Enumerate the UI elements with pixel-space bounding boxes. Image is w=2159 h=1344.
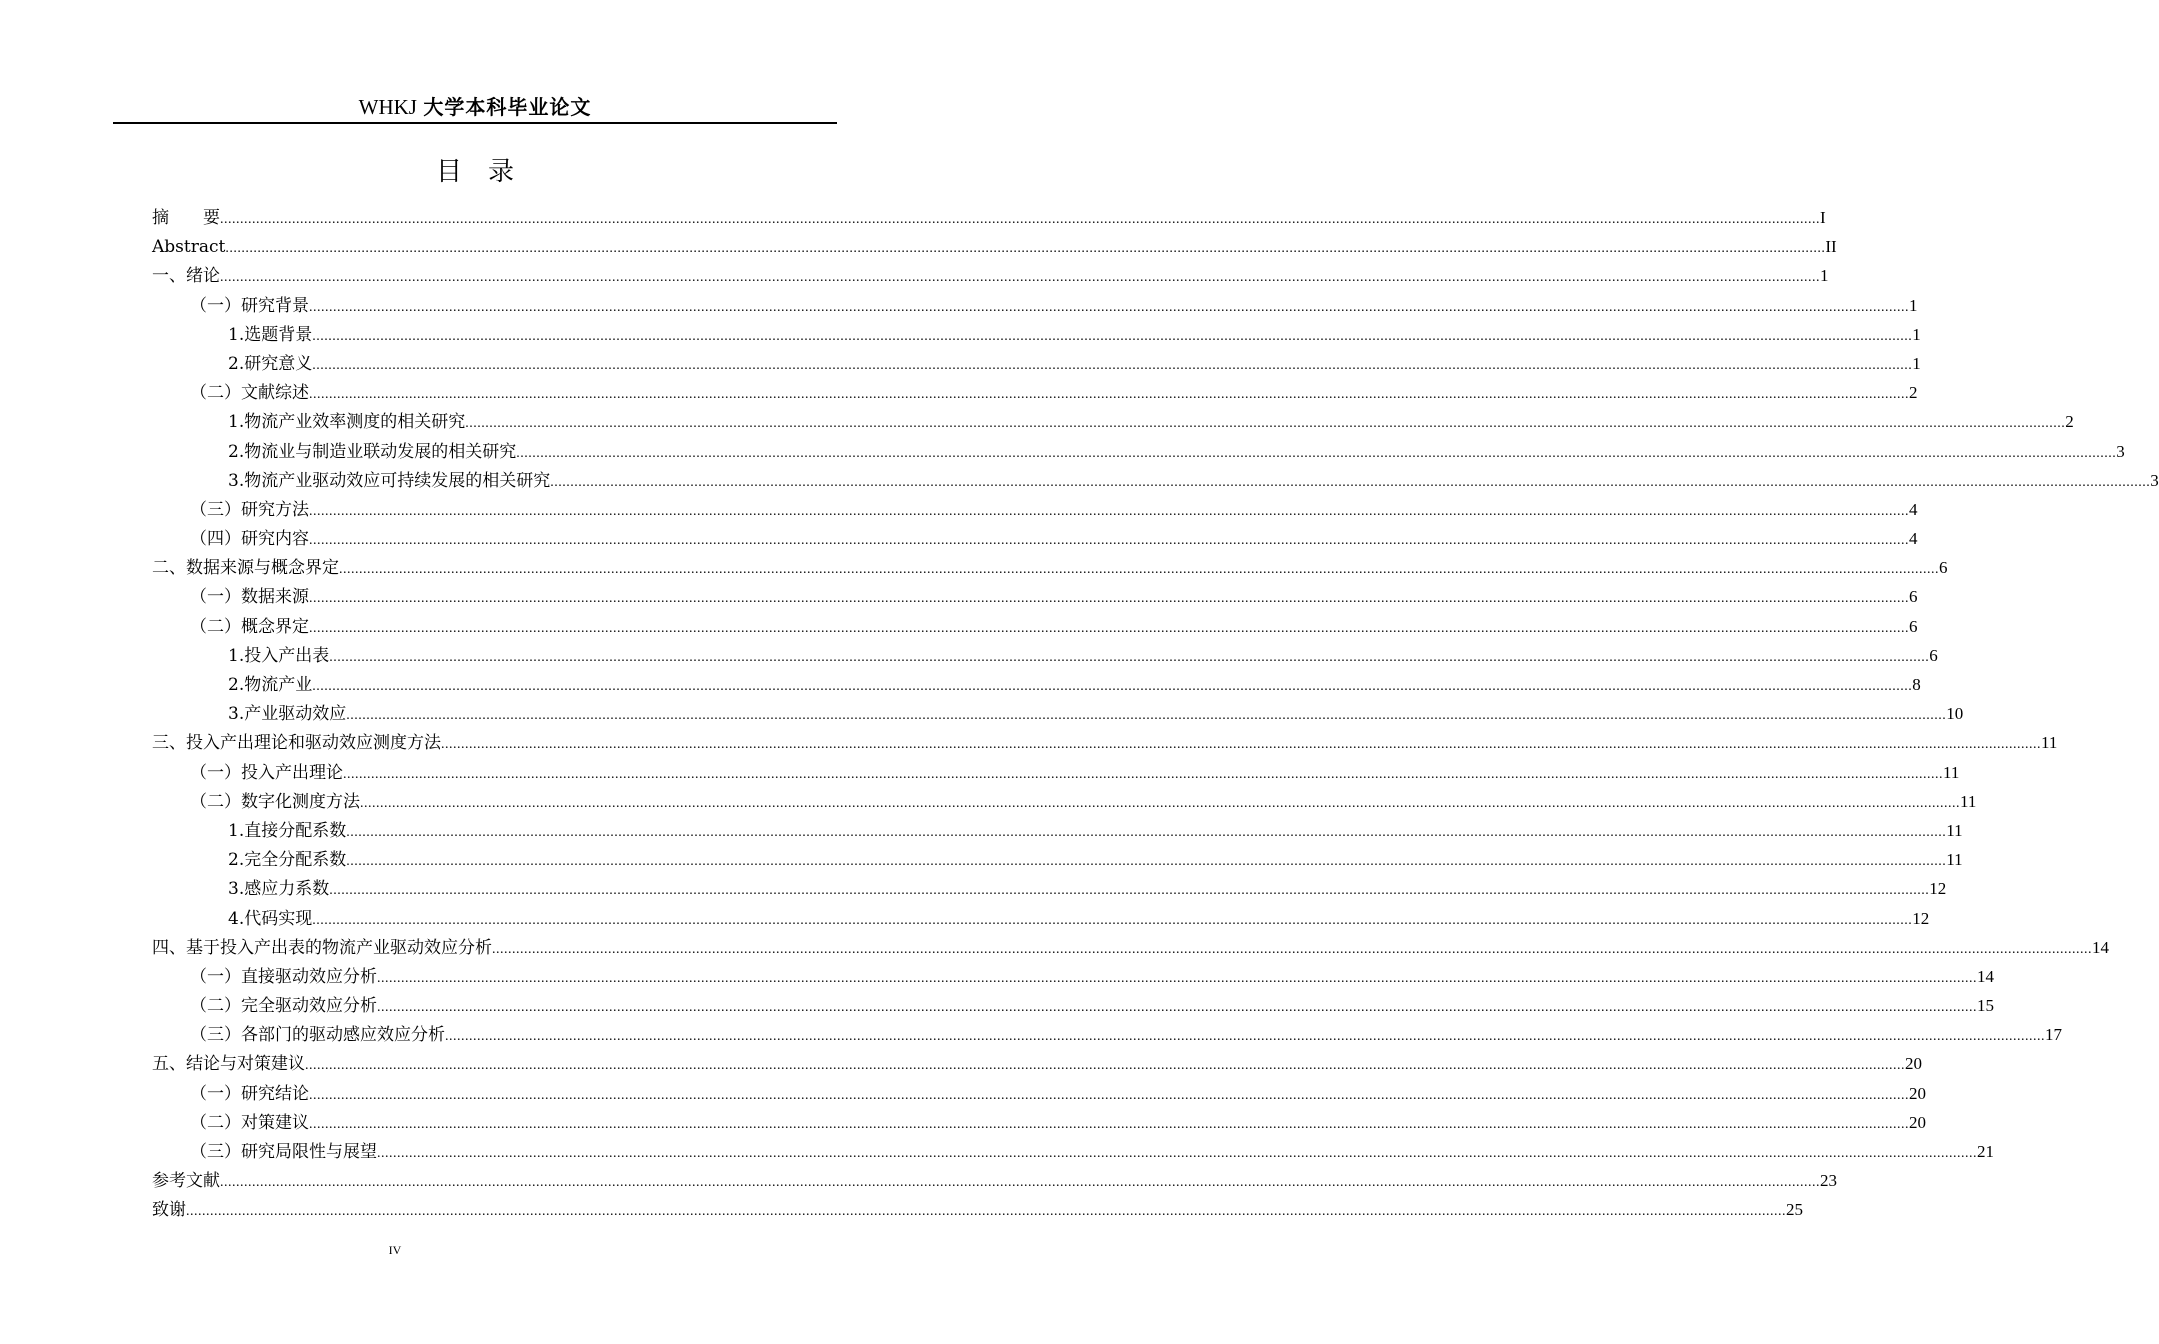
toc-entry[interactable] <box>152 524 1918 553</box>
toc-entry-page: 11 <box>1960 791 1977 811</box>
toc-entry-page: 2 <box>2065 412 2074 432</box>
toc-entry-label: 3.感应力系数 <box>228 879 330 900</box>
toc-entry-page: 6 <box>1929 645 1938 665</box>
toc-entry-page: 20 <box>1909 1083 1926 1103</box>
toc-dot-leader: ................................................................................................................................................................................................................................................................................................................................................................................................................ <box>441 737 2041 753</box>
toc-title: 目 录 <box>435 157 514 187</box>
toc-entry-label: （三）研究方法 <box>190 499 309 520</box>
toc-entry[interactable] <box>152 670 1921 699</box>
toc-dot-leader: ................................................................................................................................................................................................................................................................................................................................................................................................................ <box>550 474 2151 490</box>
toc-dot-leader: ................................................................................................................................................................................................................................................................................................................................................................................................................ <box>309 1116 1909 1132</box>
toc-entry[interactable] <box>152 466 2159 495</box>
toc-entry-page: 21 <box>1977 1142 1994 1161</box>
toc-entry-page: 15 <box>1977 996 1994 1016</box>
toc-dot-leader: ................................................................................................................................................................................................................................................................................................................................................................................................................ <box>309 591 1909 607</box>
toc-dot-leader: ................................................................................................................................................................................................................................................................................................................................................................................................................ <box>309 1087 1909 1103</box>
toc-entry-label: （一）研究背景 <box>190 295 309 316</box>
toc-entry-page: 12 <box>1929 879 1947 899</box>
toc-dot-leader: ................................................................................................................................................................................................................................................................................................................................................................................................................ <box>516 445 2117 461</box>
toc-entry[interactable] <box>152 904 1930 933</box>
toc-entry[interactable] <box>152 1079 1926 1108</box>
toc-entry[interactable] <box>152 816 1963 845</box>
toc-entry[interactable] <box>152 845 1963 874</box>
toc-entry-label: （三）研究局限性与展望 <box>190 1142 377 1162</box>
toc-entry[interactable] <box>152 758 1960 787</box>
toc-entry[interactable] <box>152 232 1837 261</box>
toc-entry-label: 1.直接分配系数 <box>228 820 347 841</box>
toc-entry-label: 参考文献 <box>152 1171 220 1192</box>
toc-entry[interactable] <box>152 1049 1922 1078</box>
toc-entry-label: （一）数据来源 <box>190 587 309 608</box>
toc-entry-label: （二）文献综述 <box>190 383 309 404</box>
toc-entry-label: （一）研究结论 <box>190 1083 309 1104</box>
toc-entry-label: （二）对策建议 <box>190 1112 309 1133</box>
page-number: IV <box>388 1243 402 1257</box>
toc-entry[interactable] <box>152 349 1921 378</box>
toc-entry-page: I <box>1820 208 1826 227</box>
toc-entry-label: 一、绪论 <box>152 266 220 287</box>
toc-dot-leader: ................................................................................................................................................................................................................................................................................................................................................................................................................ <box>360 795 1960 811</box>
toc-entry[interactable] <box>152 582 1918 611</box>
toc-entry-label: Abstract <box>152 237 226 258</box>
toc-entry-page: 10 <box>1946 704 1964 724</box>
toc-entry-page: 11 <box>1946 820 1963 840</box>
toc-entry-page: 11 <box>1943 762 1960 782</box>
toc-entry-page: 1 <box>1909 295 1918 315</box>
toc-entry-label: 1.投入产出表 <box>228 645 330 666</box>
toc-entry-page: 20 <box>1909 1112 1926 1132</box>
toc-entry[interactable] <box>152 728 2058 757</box>
toc-entry-page: 14 <box>1977 966 1994 986</box>
toc-entry-page: 4 <box>1909 529 1918 549</box>
toc-entry-label: （三）各部门的驱动感应效应分析 <box>190 1025 445 1046</box>
toc-dot-leader: ................................................................................................................................................................................................................................................................................................................................................................................................................ <box>220 1175 1820 1191</box>
toc-dot-leader: ................................................................................................................................................................................................................................................................................................................................................................................................................ <box>343 766 1943 782</box>
toc-dot-leader: ................................................................................................................................................................................................................................................................................................................................................................................................................ <box>377 1146 1977 1161</box>
toc-entry-page: 11 <box>2041 733 2058 753</box>
toc-entry-label: 2.物流业与制造业联动发展的相关研究 <box>228 441 517 462</box>
toc-entry-label: 二、数据来源与概念界定 <box>152 558 339 579</box>
toc-entry[interactable] <box>152 612 1918 641</box>
toc-entry-label: 4.代码实现 <box>228 908 313 929</box>
toc-dot-leader: ................................................................................................................................................................................................................................................................................................................................................................................................................ <box>339 562 1939 578</box>
header-title: 大学本科毕业论文 <box>423 95 592 119</box>
toc-entry[interactable] <box>152 699 1964 728</box>
toc-entry-label: 2.完全分配系数 <box>228 850 347 871</box>
toc-entry-page: 12 <box>1912 908 1930 928</box>
toc-dot-leader: ................................................................................................................................................................................................................................................................................................................................................................................................................ <box>445 1029 2045 1045</box>
toc-entry[interactable] <box>152 1137 1994 1166</box>
toc-dot-leader: ................................................................................................................................................................................................................................................................................................................................................................................................................ <box>305 1058 1905 1074</box>
toc-entry[interactable] <box>152 378 1918 407</box>
header-latin: WHKJ <box>358 95 417 119</box>
toc-entry-page: 4 <box>1909 499 1918 519</box>
toc-entry[interactable] <box>152 553 1948 582</box>
toc-dot-leader: ................................................................................................................................................................................................................................................................................................................................................................................................................ <box>312 912 1913 928</box>
toc-dot-leader: ................................................................................................................................................................................................................................................................................................................................................................................................................ <box>186 1204 1786 1220</box>
toc-dot-leader: ................................................................................................................................................................................................................................................................................................................................................................................................................ <box>329 649 1930 665</box>
toc-entry-label: （四）研究内容 <box>190 529 309 550</box>
toc-entry-label: 2.物流产业 <box>228 675 313 695</box>
toc-entry-page: 6 <box>1909 616 1918 636</box>
toc-dot-leader: ................................................................................................................................................................................................................................................................................................................................................................................................................ <box>309 503 1909 519</box>
toc-entry[interactable] <box>152 291 1918 320</box>
toc-entry-page: 3 <box>2150 470 2159 490</box>
toc-entry[interactable] <box>152 1108 1926 1137</box>
toc-entry-page: 1 <box>1820 266 1829 286</box>
toc-entry-label: 2.研究意义 <box>228 353 313 374</box>
toc-dot-leader: ................................................................................................................................................................................................................................................................................................................................................................................................................ <box>312 357 1913 373</box>
toc-entry-label: 3.产业驱动效应 <box>228 704 347 725</box>
toc-entry-label: （二）概念界定 <box>190 616 309 637</box>
toc-dot-leader: ................................................................................................................................................................................................................................................................................................................................................................................................................ <box>309 533 1909 549</box>
toc-dot-leader: ................................................................................................................................................................................................................................................................................................................................................................................................................ <box>329 883 1930 899</box>
toc-entry-label: 1.选题背景 <box>228 324 313 345</box>
toc-dot-leader: ................................................................................................................................................................................................................................................................................................................................................................................................................ <box>220 212 1820 227</box>
toc-entry-page: II <box>1825 237 1837 257</box>
toc-entry-page: 14 <box>2092 937 2109 957</box>
toc-entry[interactable] <box>152 495 1918 524</box>
toc-entry-label: 五、结论与对策建议 <box>152 1054 305 1075</box>
toc-dot-leader: ................................................................................................................................................................................................................................................................................................................................................................................................................ <box>492 941 2092 957</box>
toc-entry-label: 3.物流产业驱动效应可持续发展的相关研究 <box>228 470 551 491</box>
toc-entry[interactable] <box>152 320 1921 349</box>
toc-entry-label: 摘 要 <box>152 208 220 228</box>
toc-entry-label: （一）投入产出理论 <box>190 762 343 783</box>
toc-entry-label: 致谢 <box>152 1200 186 1221</box>
toc-entry[interactable] <box>152 787 1977 816</box>
toc-dot-leader: ................................................................................................................................................................................................................................................................................................................................................................................................................ <box>346 854 1947 870</box>
toc-entry-label: 四、基于投入产出表的物流产业驱动效应分析 <box>152 937 492 958</box>
toc-entry-page: 6 <box>1909 587 1918 607</box>
toc-entry-page: 8 <box>1912 675 1921 694</box>
toc-entry-page: 1 <box>1912 353 1921 373</box>
toc-entry[interactable] <box>152 991 1994 1020</box>
toc-dot-leader: ................................................................................................................................................................................................................................................................................................................................................................................................................ <box>220 270 1820 286</box>
toc-entry[interactable] <box>152 437 2125 466</box>
toc-dot-leader: ................................................................................................................................................................................................................................................................................................................................................................................................................ <box>346 708 1947 724</box>
toc-entry[interactable] <box>152 874 1947 903</box>
toc-entry-page: 25 <box>1786 1200 1803 1220</box>
toc-entry-label: 1.物流产业效率测度的相关研究 <box>228 412 466 433</box>
toc-entry[interactable] <box>152 933 2109 962</box>
toc-dot-leader: ................................................................................................................................................................................................................................................................................................................................................................................................................ <box>377 970 1977 986</box>
toc-entry[interactable] <box>152 261 1829 290</box>
toc-dot-leader: ................................................................................................................................................................................................................................................................................................................................................................................................................ <box>377 1000 1977 1016</box>
toc-entry[interactable] <box>152 641 1938 670</box>
toc-entry-page: 1 <box>1912 324 1921 344</box>
toc-entry[interactable] <box>152 407 2074 436</box>
toc-entry-page: 23 <box>1820 1171 1837 1191</box>
toc-dot-leader: ................................................................................................................................................................................................................................................................................................................................................................................................................ <box>465 416 2066 432</box>
toc-dot-leader: ................................................................................................................................................................................................................................................................................................................................................................................................................ <box>312 679 1913 694</box>
toc-entry-label: （二）数字化测度方法 <box>190 791 360 812</box>
toc-dot-leader: ................................................................................................................................................................................................................................................................................................................................................................................................................ <box>309 387 1909 403</box>
toc-entry-page: 17 <box>2045 1025 2062 1045</box>
toc-entry[interactable] <box>152 962 1994 991</box>
toc-dot-leader: ................................................................................................................................................................................................................................................................................................................................................................................................................ <box>225 241 1826 257</box>
toc-entry[interactable] <box>152 1166 1837 1195</box>
toc-entry-page: 2 <box>1909 383 1918 403</box>
toc-entry-label: 三、投入产出理论和驱动效应测度方法 <box>152 733 441 754</box>
toc-entry-page: 11 <box>1946 850 1963 870</box>
toc-entry-label: （一）直接驱动效应分析 <box>190 966 377 987</box>
toc-entry-page: 3 <box>2116 441 2125 461</box>
toc-entry[interactable] <box>152 1020 2062 1049</box>
toc-dot-leader: ................................................................................................................................................................................................................................................................................................................................................................................................................ <box>312 328 1913 344</box>
toc-dot-leader: ................................................................................................................................................................................................................................................................................................................................................................................................................ <box>346 824 1947 840</box>
toc-dot-leader: ................................................................................................................................................................................................................................................................................................................................................................................................................ <box>309 620 1909 636</box>
toc-entry[interactable] <box>152 1195 1803 1224</box>
toc-dot-leader: ................................................................................................................................................................................................................................................................................................................................................................................................................ <box>309 299 1909 315</box>
toc-entry-page: 20 <box>1905 1054 1922 1074</box>
toc-entry-page: 6 <box>1939 558 1948 578</box>
page-header <box>113 92 837 124</box>
toc-entry-label: （二）完全驱动效应分析 <box>190 996 377 1017</box>
table-of-contents <box>152 203 2159 1225</box>
toc-entry[interactable] <box>152 203 1826 232</box>
